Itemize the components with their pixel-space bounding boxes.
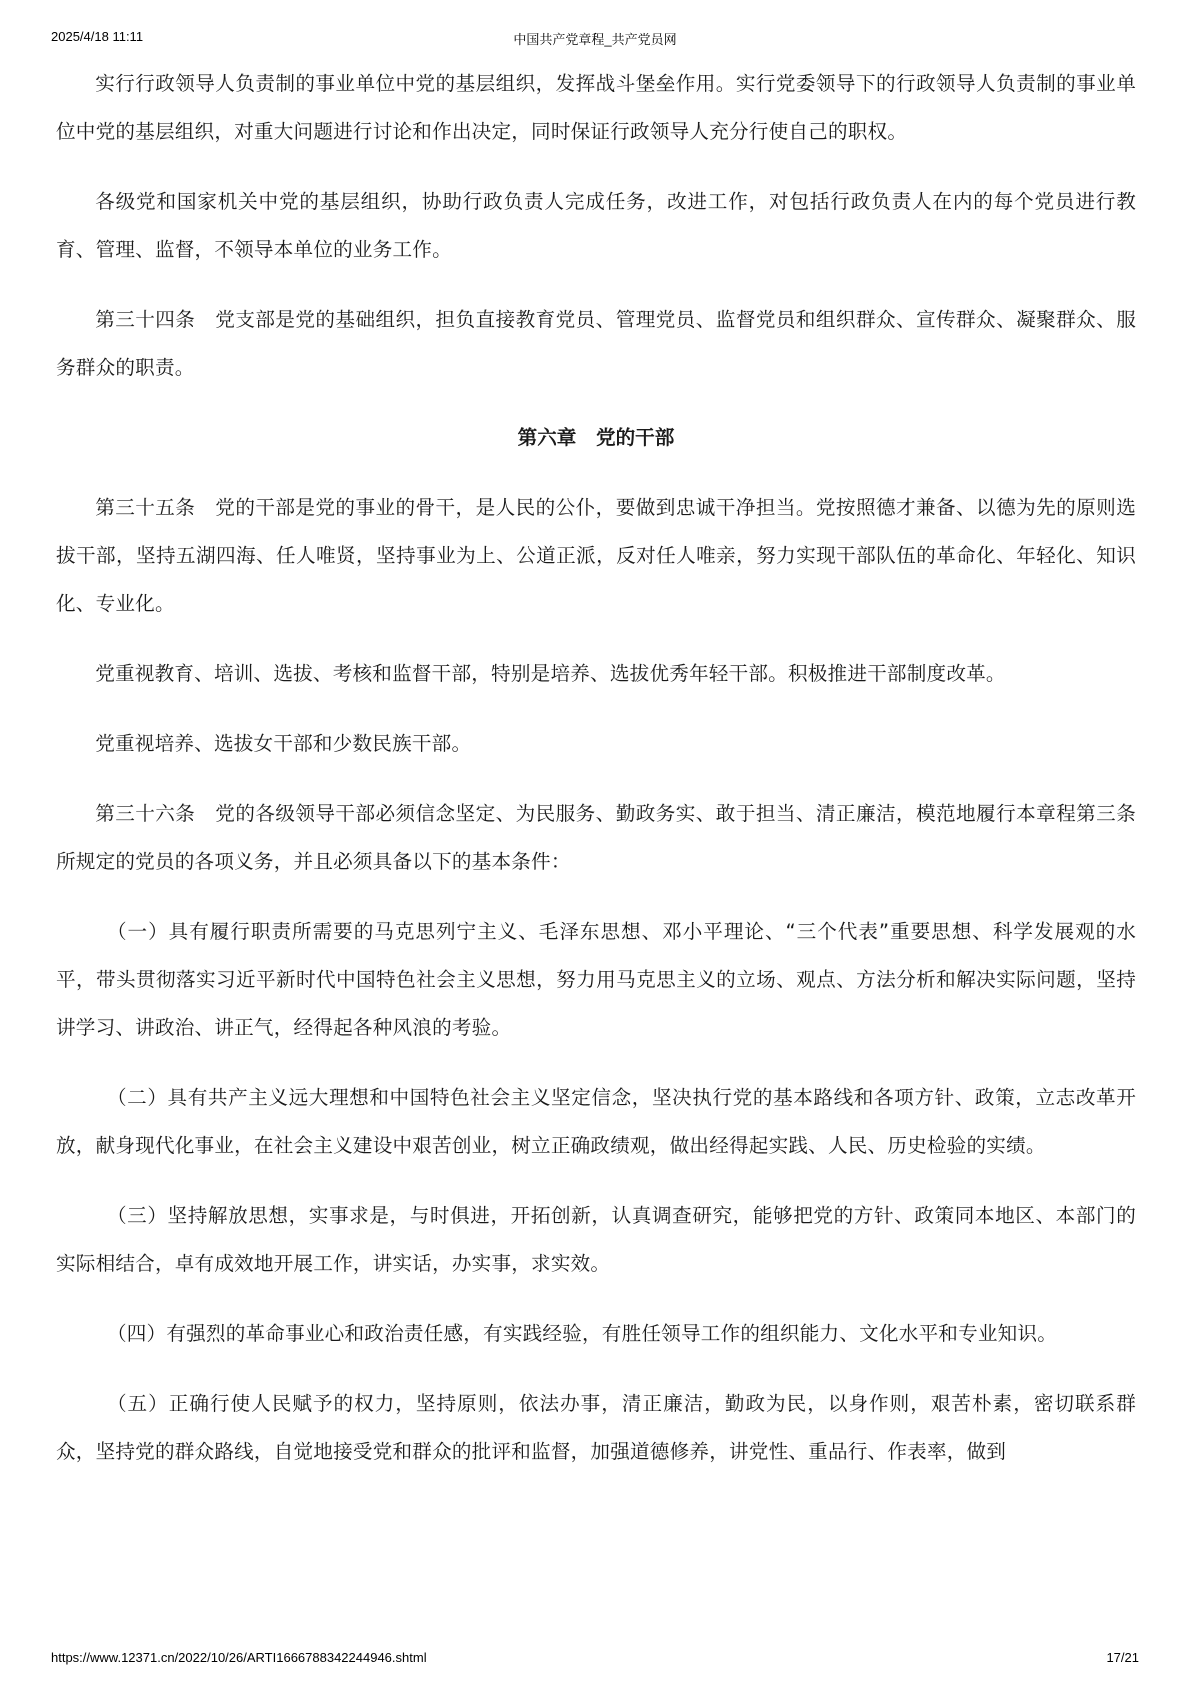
print-header [0,29,1190,49]
list-item: （一）具有履行职责所需要的马克思列宁主义、毛泽东思想、邓小平理论、“三个代表”重要思想、科学发展观的水平，带头贯彻落实习近平新时代中国特色社会主义思想，努力用马克思主义的立场、观点、方法分析和解决实际问题，坚持讲学习、讲政治、讲正气，经得起各种风浪的考验。 [56,920,1136,1039]
paragraph: 党重视培养、选拔女干部和少数民族干部。 [95,732,472,755]
article-36: 第三十六条 党的各级领导干部必须信念坚定、为民服务、勤政务实、敢于担当、清正廉洁，模范地履行本章程第三条所规定的党员的各项义务，并且必须具备以下的基本条件： [56,802,1136,873]
list-item: （二）具有共产主义远大理想和中国特色社会主义坚定信念，坚决执行党的基本路线和各项方针、政策，立志改革开放，献身现代化事业，在社会主义建设中艰苦创业，树立正确政绩观，做出经得起实践、人民、历史检验的实绩。 [56,1086,1136,1157]
list-item: （三）坚持解放思想，实事求是，与时俱进，开拓创新，认真调查研究，能够把党的方针、政策同本地区、本部门的实际相结合，卓有成效地开展工作，讲实话，办实事，求实效。 [56,1204,1136,1275]
paragraph: 实行行政领导人负责制的事业单位中党的基层组织，发挥战斗堡垒作用。实行党委领导下的行政领导人负责制的事业单位中党的基层组织，对重大问题进行讨论和作出决定，同时保证行政领导人充分行使自己的职权。 [56,72,1136,143]
paragraph: 各级党和国家机关中党的基层组织，协助行政负责人完成任务，改进工作，对包括行政负责人在内的每个党员进行教育、管理、监督，不领导本单位的业务工作。 [56,190,1136,261]
article-35: 第三十五条 党的干部是党的事业的骨干，是人民的公仆，要做到忠诚干净担当。党按照德才兼备、以德为先的原则选拔干部，坚持五湖四海、任人唯贤，坚持事业为上、公道正派，反对任人唯亲，努力实现干部队伍的革命化、年轻化、知识化、专业化。 [56,496,1136,615]
page-number: 17/21 [1106,1650,1139,1665]
chapter-title: 第六章 党的干部 [517,426,675,449]
list-item: （四）有强烈的革命事业心和政治责任感，有实践经验，有胜任领导工作的组织能力、文化水平和专业知识。 [106,1322,1058,1345]
print-url: https://www.12371.cn/2022/10/26/ARTI1666788342244946.shtml [51,1650,427,1665]
list-item: （五）正确行使人民赋予的权力，坚持原则，依法办事，清正廉洁，勤政为民，以身作则，艰苦朴素，密切联系群众，坚持党的群众路线，自觉地接受党和群众的批评和监督，加强道德修养，讲党性、重品行、作表率，做到 [56,1392,1136,1463]
article-body [56,60,1136,1498]
print-datetime: 2025/4/18 11:11 [51,29,144,44]
paragraph: 党重视教育、培训、选拔、考核和监督干部，特别是培养、选拔优秀年轻干部。积极推进干部制度改革。 [95,662,1006,685]
print-page-title: 中国共产党章程_共产党员网 [513,32,677,47]
article-34: 第三十四条 党支部是党的基础组织，担负直接教育党员、管理党员、监督党员和组织群众、宣传群众、凝聚群众、服务群众的职责。 [56,308,1136,379]
print-footer [0,1650,1190,1670]
